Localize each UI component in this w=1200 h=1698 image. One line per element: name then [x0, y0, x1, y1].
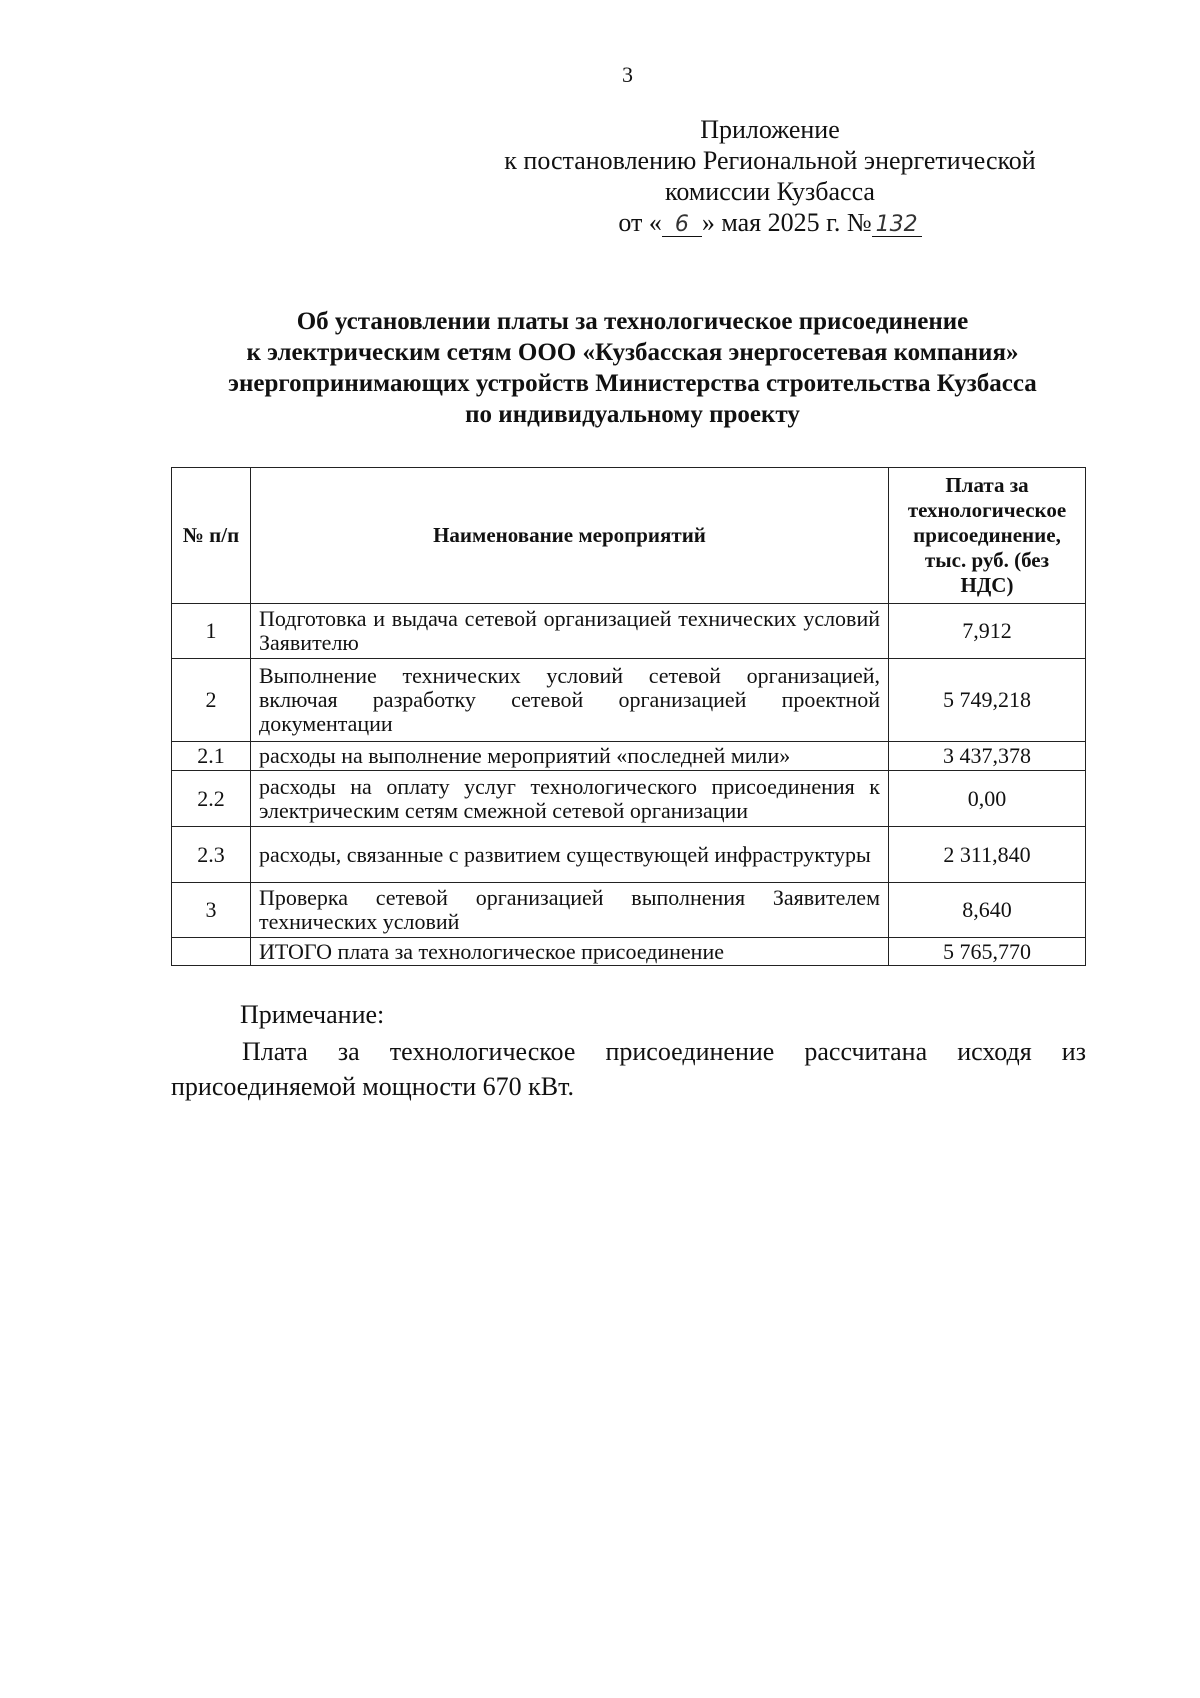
table-header-row [172, 468, 1086, 604]
appendix-date-line [470, 207, 1070, 238]
title-line: энергопринимающих устройств Министерства строительства Кузбасса [228, 370, 1037, 397]
note-text: Плата за технологическое присоединение рассчитана исходя из присоединяемой мощности 670 кВт. [171, 1037, 1086, 1101]
row-name: ИТОГО плата за технологическое присоединение [251, 938, 889, 966]
page-number: 3 [622, 62, 633, 87]
appendix-resolution-line: к постановлению Региональной энергетической [504, 146, 1036, 175]
row-fee: 3 437,378 [889, 742, 1086, 771]
header-number: № п/п [172, 468, 251, 604]
row-number [172, 938, 251, 966]
row-number: 3 [172, 883, 251, 938]
table-row [172, 604, 1086, 659]
note-heading: Примечание: [240, 1000, 385, 1029]
row-name: Проверка сетевой организацией выполнения Заявителем технических условий [251, 883, 889, 938]
row-fee: 5 765,770 [889, 938, 1086, 966]
table-row [172, 659, 1086, 742]
handwritten-day: 6 [662, 214, 702, 237]
table-total-row [172, 938, 1086, 966]
header-name: Наименование мероприятий [251, 468, 889, 604]
appendix-header [470, 114, 1070, 238]
table-row [172, 827, 1086, 883]
row-number: 2 [172, 659, 251, 742]
row-name: расходы на оплату услуг технологического присоединения к электрическим сетям смежной сетевой организации [251, 771, 889, 827]
document-title [160, 306, 1105, 430]
row-fee: 2 311,840 [889, 827, 1086, 883]
row-number: 2.2 [172, 771, 251, 827]
appendix-commission-line: комиссии Кузбасса [665, 177, 875, 206]
table-row [172, 771, 1086, 827]
title-line: по индивидуальному проекту [465, 401, 800, 428]
row-number: 1 [172, 604, 251, 659]
title-line: к электрическим сетям ООО «Кузбасская энергосетевая компания» [246, 339, 1019, 366]
row-fee: 5 749,218 [889, 659, 1086, 742]
appendix-label: Приложение [700, 115, 840, 144]
row-number: 2.3 [172, 827, 251, 883]
title-line: Об установлении платы за технологическое присоединение [296, 308, 969, 335]
row-name: Выполнение технических условий сетевой организацией, включая разработку сетевой организацией проектной документации [251, 659, 889, 742]
row-name: расходы, связанные с развитием существующей инфраструктуры [251, 827, 889, 883]
header-fee: Плата за технологическое присоединение, тыс. руб. (без НДС) [889, 468, 1086, 604]
table-row [172, 883, 1086, 938]
date-middle: » мая 2025 г. № [701, 208, 872, 237]
row-number: 2.1 [172, 742, 251, 771]
fee-table [171, 467, 1086, 966]
row-fee: 8,640 [889, 883, 1086, 938]
date-prefix: от « [618, 208, 662, 237]
row-fee: 7,912 [889, 604, 1086, 659]
table-row [172, 742, 1086, 771]
row-name: Подготовка и выдача сетевой организацией технических условий Заявителю [251, 604, 889, 659]
row-name: расходы на выполнение мероприятий «последней мили» [251, 742, 889, 771]
handwritten-number: 132 [872, 214, 922, 237]
row-fee: 0,00 [889, 771, 1086, 827]
